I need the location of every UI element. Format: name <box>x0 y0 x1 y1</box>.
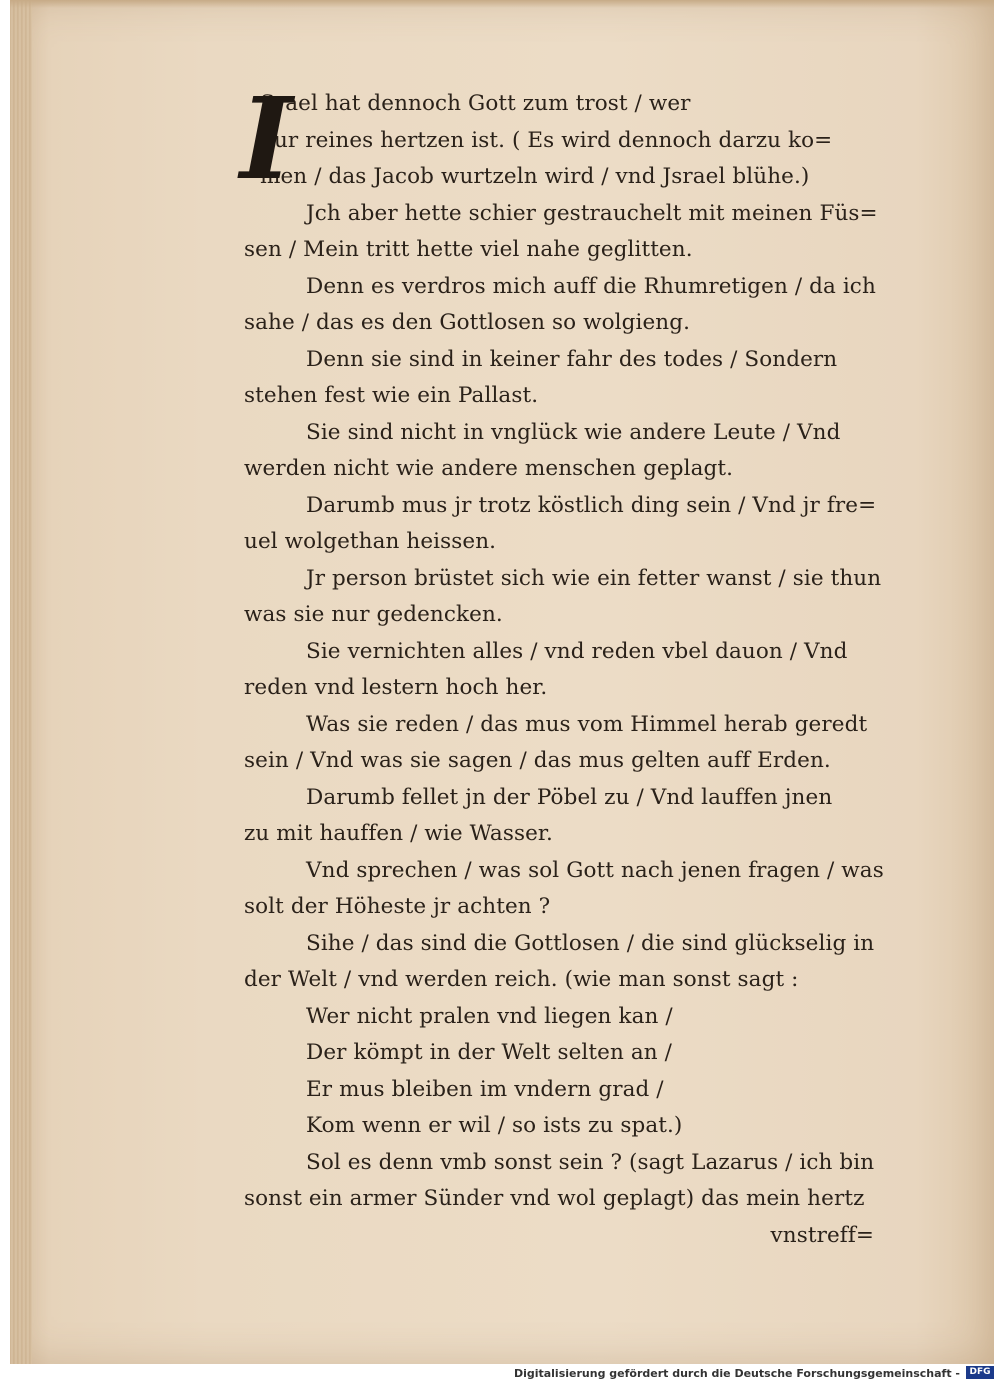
text-line: Vnd sprechen / was sol Gott nach jenen fragen / was <box>306 857 884 883</box>
text-line: was sie nur gedencken. <box>244 602 503 627</box>
text-line: uel wolgethan heissen. <box>244 529 497 554</box>
text-line: solt der Höheste jr achten ? <box>244 894 551 919</box>
dfg-logo: DFG <box>966 1366 994 1379</box>
text-line: Darumb fellet jn der Pöbel zu / Vnd lauffen jnen <box>306 784 833 810</box>
text-line: Sie vernichten alles / vnd reden vbel dauon / Vnd <box>306 638 848 664</box>
text-line: sen / Mein tritt hette viel nahe geglitten. <box>244 237 693 262</box>
text-line: Jr person brüstet sich wie ein fetter wanst / sie thun <box>306 565 882 591</box>
funding-notice: Digitalisierung gefördert durch die Deutsche Forschungsgemeinschaft - <box>513 1367 960 1380</box>
text-line: Jch aber hette schier gestrauchelt mit meinen Füs= <box>306 200 878 226</box>
text-line: men / das Jacob wurtzeln wird / vnd Jsrael blühe.) <box>260 164 810 189</box>
text-line: Was sie reden / das mus vom Himmel herab geredt <box>306 711 868 737</box>
text-line: reden vnd lestern hoch her. <box>244 675 548 700</box>
text-line: nur reines hertzen ist. ( Es wird dennoch darzu ko= <box>260 127 833 153</box>
text-line: Darumb mus jr trotz köstlich ding sein / Vnd jr fre= <box>306 492 877 518</box>
text-line: zu mit hauffen / wie Wasser. <box>244 821 553 846</box>
text-line: Srael hat dennoch Gott zum trost / wer <box>260 91 691 116</box>
verse-line: Wer nicht pralen vnd liegen kan / <box>306 1003 673 1029</box>
text-line: Denn sie sind in keiner fahr des todes / Sondern <box>306 346 838 372</box>
text-line: sein / Vnd was sie sagen / das mus gelten auff Erden. <box>244 748 831 773</box>
text-line: Sol es denn vmb sonst sein ? (sagt Lazarus / ich bin <box>306 1149 875 1175</box>
text-line: stehen fest wie ein Pallast. <box>244 383 539 408</box>
text-line: sahe / das es den Gottlosen so wolgieng. <box>244 310 691 335</box>
text-line: der Welt / vnd werden reich. (wie man sonst sagt : <box>244 967 799 992</box>
verse-line: Er mus bleiben im vndern grad / <box>306 1076 664 1102</box>
text-line: Sie sind nicht in vnglück wie andere Leute / Vnd <box>306 419 841 445</box>
text-line: Denn es verdros mich auff die Rhumretigen / da ich <box>306 273 876 299</box>
text-line: Sihe / das sind die Gottlosen / die sind glückselig in <box>306 930 875 956</box>
psalm-text-block <box>240 74 884 1254</box>
text-line: sonst ein armer Sünder vnd wol geplagt) das mein hertz <box>244 1186 865 1211</box>
page-edge-shading <box>10 0 32 1364</box>
verse-line: Kom wenn er wil / so ists zu spat.) <box>306 1113 683 1138</box>
catchword: vnstreff= <box>770 1222 874 1248</box>
text-line: werden nicht wie andere menschen geplagt. <box>244 456 734 481</box>
verse-line: Der kömpt in der Welt selten an / <box>306 1040 672 1065</box>
decorated-initial: I <box>240 74 293 205</box>
page-top-shading <box>10 0 994 8</box>
